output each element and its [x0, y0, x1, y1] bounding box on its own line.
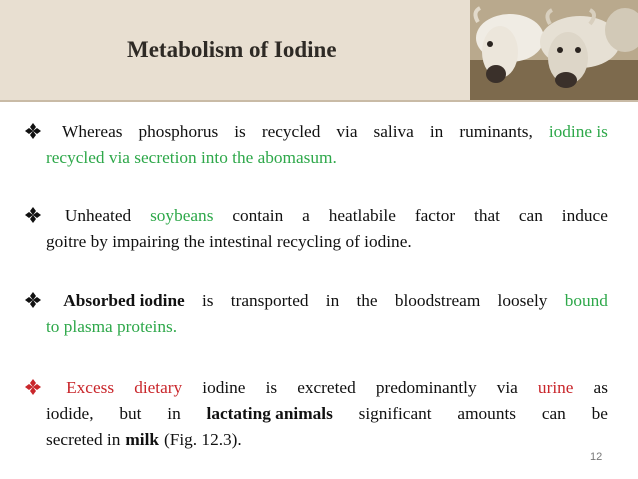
highlight-text: recycled via secretion into the abomasum. [46, 148, 337, 167]
bullet-4 [24, 375, 608, 453]
bullet-text-word: the [356, 291, 378, 310]
highlight-text: soybeans [150, 206, 214, 225]
bullet-diamond-icon [24, 119, 46, 145]
bullet-text-word: transported [230, 291, 309, 310]
bullet-text-word: saliva [373, 122, 414, 141]
bullet-text-word: iodine [202, 378, 246, 397]
bullet-text-word: excreted [297, 378, 356, 397]
bullet-text-word: be [591, 404, 608, 423]
bullet-text-word: as [593, 378, 608, 397]
bullet-text-word: but [119, 404, 142, 423]
bullet-text-word: can [518, 206, 543, 225]
bold-text: Absorbed iodine [63, 291, 185, 310]
highlight-text: iodine is [548, 122, 608, 141]
bold-text: lactating animals [206, 404, 333, 423]
bullet-2 [24, 203, 608, 255]
bullet-text-word: in [167, 404, 181, 423]
bullet-text-word: Unheated [64, 206, 132, 225]
bold-text: milk [125, 430, 159, 449]
bullet-text-word: loosely [497, 291, 548, 310]
bullet-text-word: in [429, 122, 444, 141]
bullet-3 [24, 288, 608, 340]
bullet-1 [24, 119, 608, 171]
red-text: urine [537, 378, 574, 397]
bullet-text-word: induce [561, 206, 608, 225]
slide-title: Metabolism of Iodine [127, 37, 337, 62]
bullet-text-word: Whereas [62, 122, 123, 141]
bullet-text-word: is [265, 378, 278, 397]
bullet-text-word: phosphorus [138, 122, 219, 141]
bullet-diamond-icon [24, 375, 46, 401]
bullet-diamond-icon [24, 288, 46, 314]
highlight-text: bound [564, 291, 608, 310]
bullet-text-word: bloodstream [394, 291, 481, 310]
bullet-text-word: factor [414, 206, 456, 225]
bullet-diamond-icon [24, 203, 46, 229]
bullet-text-word: can [541, 404, 566, 423]
red-text: Excess [66, 378, 115, 397]
bullet-text-word: amounts [457, 404, 516, 423]
bullet-text-word: significant [358, 404, 432, 423]
bullet-text: secreted in [46, 430, 121, 449]
bullet-text-word: via [496, 378, 518, 397]
cattle-photo [470, 0, 638, 100]
page-number: 12 [590, 451, 603, 463]
bullet-text-word: is [234, 122, 246, 141]
bullet-text-word: iodide, [46, 404, 94, 423]
bullet-text-word: predominantly [375, 378, 477, 397]
bullet-text-word: recycled [261, 122, 321, 141]
bullet-text-word: that [474, 206, 500, 225]
bullet-text-word: via [336, 122, 358, 141]
highlight-text: to plasma proteins. [46, 317, 178, 336]
bullet-text: goitre by impairing the intestinal recycling of iodine. [46, 232, 412, 251]
red-text: dietary [134, 378, 183, 397]
bullet-text: (Fig. 12.3). [163, 430, 242, 449]
bullet-text-word: contain [232, 206, 284, 225]
bullet-text-word: in [325, 291, 340, 310]
header-divider [0, 100, 638, 102]
bullet-text-word: heatlabile [328, 206, 396, 225]
bullet-text-word: is [201, 291, 214, 310]
bullet-text-word: a [302, 206, 310, 225]
bullet-text-word: ruminants, [459, 122, 533, 141]
